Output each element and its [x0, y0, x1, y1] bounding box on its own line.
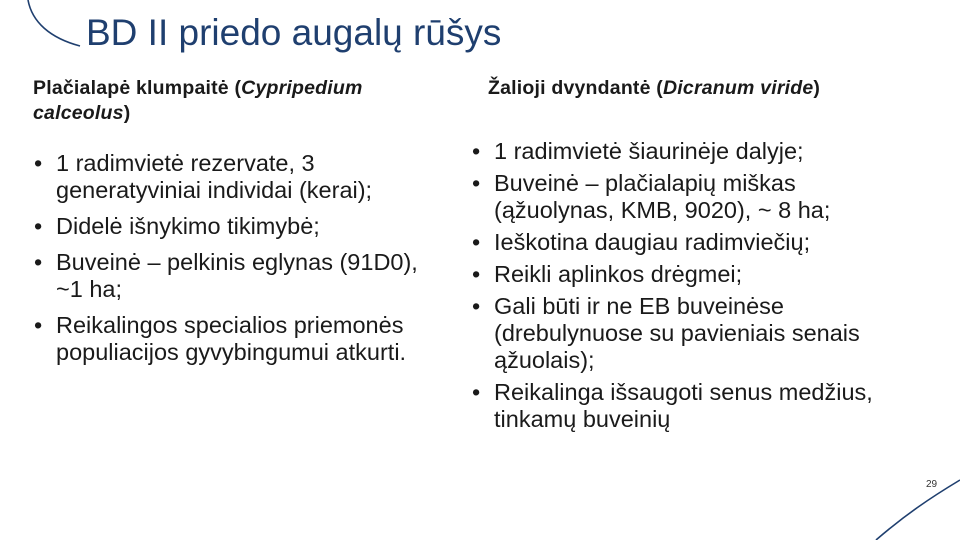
- right-heading-close: ): [813, 77, 821, 99]
- bullet-item: • Buveinė – pelkinis eglynas (91D0), ~1 ha;: [18, 249, 418, 303]
- right-column-heading: [488, 76, 928, 101]
- right-heading-common-name: Žalioji dvyndantė (: [488, 77, 663, 99]
- bullet-item: • 1 radimvietė šiaurinėje dalyje;: [456, 138, 876, 165]
- left-heading-latin-name: Cypripedium calceolus: [33, 77, 363, 125]
- right-bullet-list: [456, 138, 876, 438]
- left-heading-common-name: Plačialapė klumpaitė (: [33, 77, 242, 99]
- title-accent-curve: [28, 0, 80, 46]
- bullet-item: • Buveinė – plačialapių miškas (ąžuolynas, KMB, 9020), ~ 8 ha;: [456, 170, 876, 224]
- bullet-item: • Ieškotina daugiau radimviečių;: [456, 229, 876, 256]
- slide-title: BD II priedo augalų rūšys: [86, 12, 502, 53]
- right-accent-curve: [876, 480, 960, 540]
- left-column-heading: [33, 76, 453, 127]
- left-heading-close: ): [123, 102, 131, 125]
- bullet-item: • Reikalingos specialios priemonės populiacijos gyvybingumui atkurti.: [18, 312, 418, 366]
- bullet-item: • Reikli aplinkos drėgmei;: [456, 261, 876, 288]
- right-heading-latin-name: Dicranum viride: [663, 77, 814, 99]
- bullet-item: • Gali būti ir ne EB buveinėse (drebulynuose su pavieniais senais ąžuolais);: [456, 293, 876, 374]
- bullet-item: • 1 radimvietė rezervate, 3 generatyviniai individai (kerai);: [18, 150, 418, 204]
- bullet-item: • Didelė išnykimo tikimybė;: [18, 213, 418, 240]
- left-bullet-list: [18, 150, 418, 375]
- page-number: 29: [926, 479, 938, 490]
- bullet-item: • Reikalinga išsaugoti senus medžius, tinkamų buveinių: [456, 379, 876, 433]
